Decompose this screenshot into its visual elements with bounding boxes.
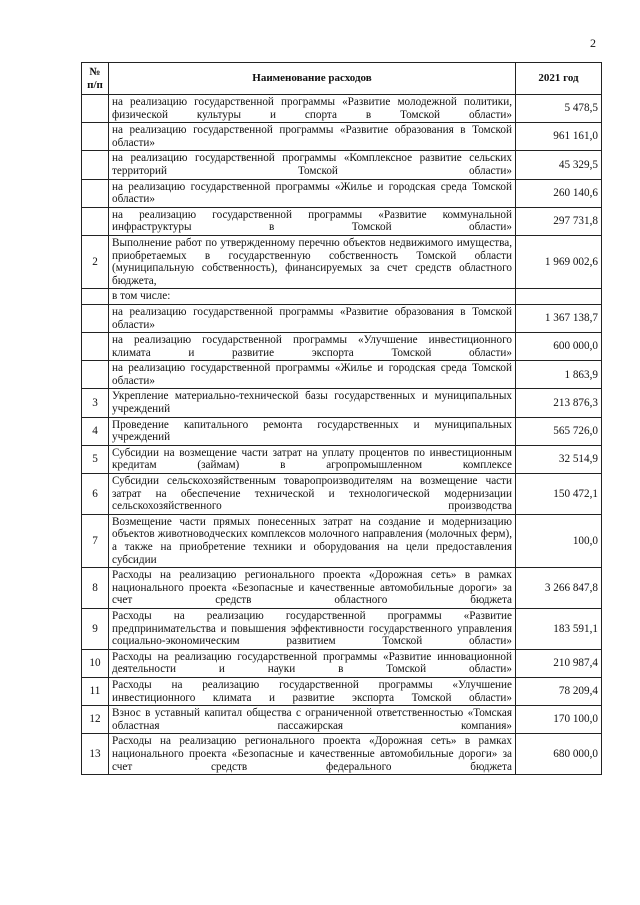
table-row	[82, 289, 602, 305]
row-number: 4	[82, 417, 109, 445]
expense-name: Выполнение работ по утвержденному перечню объектов недвижимого имущества, приобретаемых в государственную собственность Томской области (муниципальную собственность), финансируемых за счет средств областного бюджета,	[109, 235, 516, 288]
row-number: 9	[82, 608, 109, 649]
row-number	[82, 179, 109, 207]
amount-2021: 100,0	[516, 514, 602, 567]
table-row	[82, 207, 602, 235]
table-row	[82, 417, 602, 445]
expense-name: Укрепление материально-технической базы государственных и муниципальных учреждений	[109, 389, 516, 417]
row-number: 5	[82, 445, 109, 473]
expense-name: Расходы на реализацию государственной программы «Развитие инновационной деятельности и науки в Томской области»	[109, 649, 516, 677]
table-row	[82, 123, 602, 151]
amount-2021: 78 209,4	[516, 677, 602, 705]
table-row	[82, 445, 602, 473]
expense-name: Субсидии на возмещение части затрат на уплату процентов по инвестиционным кредитам (займам) в агропромышленном комплексе	[109, 445, 516, 473]
amount-2021: 680 000,0	[516, 734, 602, 775]
amount-2021: 1 863,9	[516, 361, 602, 389]
row-number: 11	[82, 677, 109, 705]
expense-name: на реализацию государственной программы «Развитие коммунальной инфраструктуры в Томской области»	[109, 207, 516, 235]
row-number	[82, 95, 109, 123]
table-body	[82, 95, 602, 775]
table-row	[82, 734, 602, 775]
header-number: № п/п	[82, 63, 109, 95]
expense-name: на реализацию государственной программы «Улучшение инвестиционного климата и развитие экспорта Томской области»	[109, 333, 516, 361]
table-row	[82, 179, 602, 207]
table-row	[82, 333, 602, 361]
amount-2021: 260 140,6	[516, 179, 602, 207]
row-number: 3	[82, 389, 109, 417]
row-number	[82, 333, 109, 361]
table-row	[82, 304, 602, 332]
row-number	[82, 289, 109, 305]
amount-2021	[516, 289, 602, 305]
table-row	[82, 677, 602, 705]
page-number: 2	[590, 36, 596, 50]
amount-2021: 170 100,0	[516, 706, 602, 734]
table-row	[82, 706, 602, 734]
expense-name: Расходы на реализацию государственной программы «Развитие предпринимательства и повышения эффективности государственного управления социально-экономическим развитием Томской области»	[109, 608, 516, 649]
row-number	[82, 123, 109, 151]
table-row	[82, 474, 602, 515]
amount-2021: 213 876,3	[516, 389, 602, 417]
expense-name: в том числе:	[109, 289, 516, 305]
row-number	[82, 361, 109, 389]
amount-2021: 45 329,5	[516, 151, 602, 179]
expense-name: на реализацию государственной программы «Развитие образования в Томской области»	[109, 304, 516, 332]
table-row	[82, 361, 602, 389]
table-row	[82, 389, 602, 417]
row-number: 2	[82, 235, 109, 288]
table-row	[82, 151, 602, 179]
amount-2021: 32 514,9	[516, 445, 602, 473]
amount-2021: 961 161,0	[516, 123, 602, 151]
table-row	[82, 95, 602, 123]
row-number	[82, 304, 109, 332]
expense-name: Расходы на реализацию регионального проекта «Дорожная сеть» в рамках национального проекта «Безопасные и качественные автомобильные дороги» за счет средств федерального бюджета	[109, 734, 516, 775]
amount-2021: 1 367 138,7	[516, 304, 602, 332]
table-header-row	[82, 63, 602, 95]
expense-name: Взнос в уставный капитал общества с ограниченной ответственностью «Томская областная пассажирская компания»	[109, 706, 516, 734]
table-row	[82, 649, 602, 677]
table-row	[82, 235, 602, 288]
expense-name: на реализацию государственной программы «Комплексное развитие сельских территорий Томской области»	[109, 151, 516, 179]
expense-name: Расходы на реализацию государственной программы «Улучшение инвестиционного климата и развитие экспорта Томской области»	[109, 677, 516, 705]
header-expense-name: Наименование расходов	[109, 63, 516, 95]
expense-name: на реализацию государственной программы «Развитие образования в Томской области»	[109, 123, 516, 151]
expense-name: Проведение капитального ремонта государственных и муниципальных учреждений	[109, 417, 516, 445]
row-number: 8	[82, 568, 109, 609]
expense-name: на реализацию государственной программы «Жилье и городская среда Томской области»	[109, 179, 516, 207]
amount-2021: 5 478,5	[516, 95, 602, 123]
row-number	[82, 151, 109, 179]
row-number: 10	[82, 649, 109, 677]
row-number	[82, 207, 109, 235]
amount-2021: 3 266 847,8	[516, 568, 602, 609]
amount-2021: 297 731,8	[516, 207, 602, 235]
amount-2021: 1 969 002,6	[516, 235, 602, 288]
table-row	[82, 608, 602, 649]
header-year-2021: 2021 год	[516, 63, 602, 95]
amount-2021: 210 987,4	[516, 649, 602, 677]
expense-name: Расходы на реализацию регионального проекта «Дорожная сеть» в рамках национального проекта «Безопасные и качественные автомобильные дороги» за счет средств областного бюджета	[109, 568, 516, 609]
row-number: 12	[82, 706, 109, 734]
expense-name: на реализацию государственной программы «Жилье и городская среда Томской области»	[109, 361, 516, 389]
expense-name: Субсидии сельскохозяйственным товаропроизводителям на возмещение части затрат на обеспечение технической и технологической модернизации сельскохозяйственного производства	[109, 474, 516, 515]
expense-name: на реализацию государственной программы «Развитие молодежной политики, физической культуры и спорта в Томской области»	[109, 95, 516, 123]
amount-2021: 183 591,1	[516, 608, 602, 649]
table-row	[82, 568, 602, 609]
amount-2021: 565 726,0	[516, 417, 602, 445]
row-number: 6	[82, 474, 109, 515]
row-number: 13	[82, 734, 109, 775]
expense-name: Возмещение части прямых понесенных затрат на создание и модернизацию объектов животноводческих комплексов молочного направления (молочных ферм), а также на приобретение техники и оборудования на цели предоставления субсидии	[109, 514, 516, 567]
amount-2021: 150 472,1	[516, 474, 602, 515]
row-number: 7	[82, 514, 109, 567]
expenses-table	[81, 62, 602, 775]
table-row	[82, 514, 602, 567]
amount-2021: 600 000,0	[516, 333, 602, 361]
